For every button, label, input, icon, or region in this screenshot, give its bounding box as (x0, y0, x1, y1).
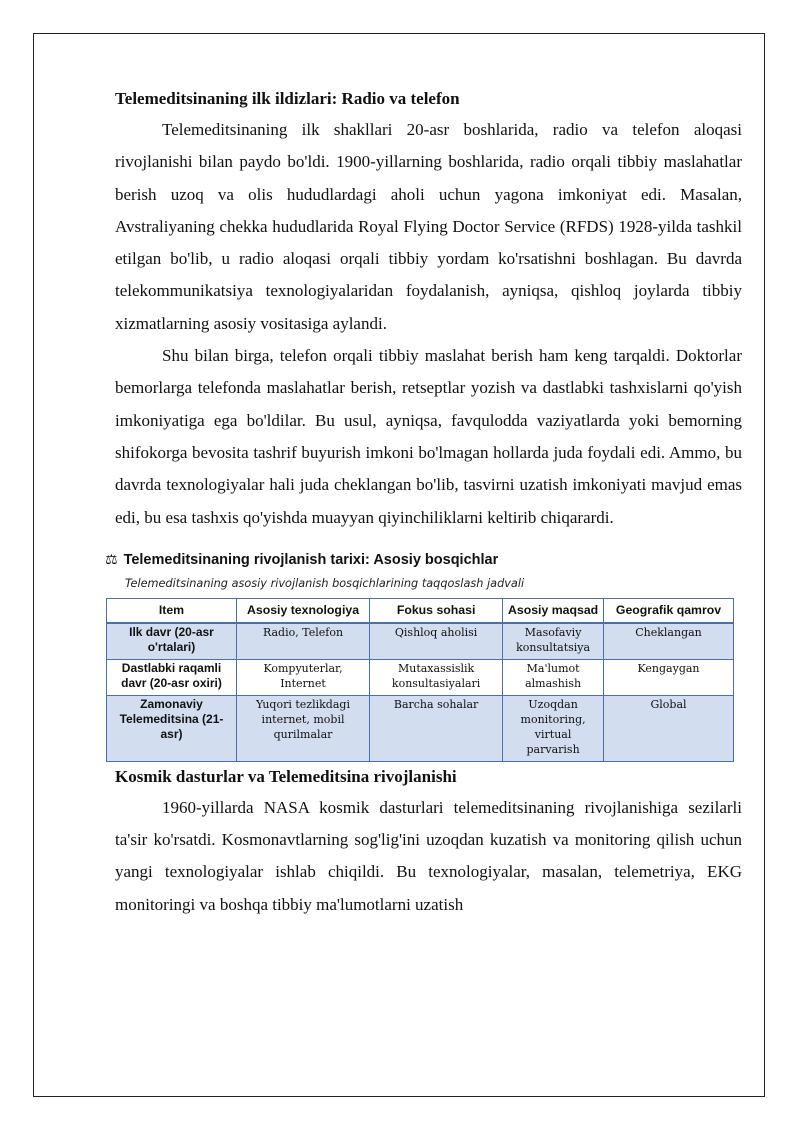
column-header: Asosiy maqsad (503, 598, 604, 623)
table-cell: Dastlabki raqamli davr (20-asr oxiri) (107, 659, 237, 695)
table-cell: Qishloq aholisi (370, 623, 503, 660)
table-heading-text: Telemeditsinaning rivojlanish tarixi: Asosiy bosqichlar (123, 551, 499, 568)
table-caption: Telemeditsinaning asosiy rivojlanish bosqichlarining taqqoslash jadvali (125, 576, 525, 590)
table-cell: Cheklangan (604, 623, 734, 660)
table-header-row (107, 598, 734, 623)
table-row (107, 695, 734, 761)
table-cell: Global (604, 695, 734, 761)
table-cell: Yuqori tezlikdagi internet, mobil qurilmalar (236, 695, 369, 761)
column-header: Asosiy texnologiya (236, 598, 369, 623)
document-body (105, 84, 742, 921)
table-row (107, 659, 734, 695)
paragraph: Shu bilan birga, telefon orqali tibbiy maslahat berish ham keng tarqaldi. Doktorlar bemorlarga telefonda maslahatlar berish, retseptlar yozish va dastlabki tashxislarni qo'yish imkoniyatiga ega bo'ldilar. Bu usul, ayniqsa, favqulodda vaziyatlarda yoki bemorning shifokorga bevosita tashrif buyurish imkoni bo'lmagan hollarda juda foydali edi. Ammo, bu davrda texnologiyalar hali juda cheklangan bo'lib, tasvirni uzatish imkoniyati mavjud emas edi, bu esa tashxis qo'yishda muayyan qiyinchiliklarni keltirib chiqarardi. (115, 346, 742, 527)
table-cell: Barcha sohalar (370, 695, 503, 761)
stages-comparison-table (106, 598, 734, 762)
scales-icon: ⚖ (105, 551, 118, 568)
table-cell: Kengaygan (604, 659, 734, 695)
paragraph: 1960-yillarda NASA kosmik dasturlari telemeditsinaning rivojlanishiga sezilarli ta'sir ko'rsatdi. Kosmonavtlarning sog'lig'ini uzoqdan kuzatish va monitoring qilish uchun yangi texnologiyalar ishlab chiqildi. Bu texnologiyalar, masalan, telemetriya, EKG monitoringi va boshqa tibbiy ma'lumotlarni uzatish (115, 797, 742, 914)
section-heading-early-roots: Telemeditsinaning ilk ildizlari: Radio va telefon (115, 89, 460, 108)
table-cell: Zamonaviy Telemeditsina (21-asr) (107, 695, 237, 761)
table-cell: Mutaxassislik konsultasiyalari (370, 659, 503, 695)
column-header: Fokus sohasi (370, 598, 503, 623)
section-heading-space-programs: Kosmik dasturlar va Telemeditsina rivojlanishi (115, 766, 457, 786)
table-cell: Masofaviy konsultatsiya (503, 623, 604, 660)
paragraph: Telemeditsinaning ilk shakllari 20-asr boshlarida, radio va telefon aloqasi rivojlanishi bilan paydo bo'ldi. 1900-yillarning boshlarida, radio orqali tibbiy maslahatlar berish uzoq va olis hududlardagi aholi uchun yagona imkoniyat edi. Masalan, Avstraliyaning chekka hududlarida Royal Flying Doctor Service (RFDS) 1928-yilda tashkil etilgan bo'lib, u radio aloqasi orqali tibbiy yordam ko'rsatishni boshlagan. Bu davrda telekommunikatsiya texnologiyalaridan foydalanish, ayniqsa, qishloq joylarda tibbiy xizmatlarning asosiy vositasiga aylandi. (115, 120, 742, 333)
table-heading (105, 550, 742, 570)
table-cell: Kompyuterlar, Internet (236, 659, 369, 695)
column-header: Geografik qamrov (604, 598, 734, 623)
table-cell: Ma'lumot almashish (503, 659, 604, 695)
table-row (107, 623, 734, 660)
table-cell: Ilk davr (20-asr o'rtalari) (107, 623, 237, 660)
column-header: Item (107, 598, 237, 623)
table-cell: Radio, Telefon (236, 623, 369, 660)
table-cell: Uzoqdan monitoring, virtual parvarish (503, 695, 604, 761)
